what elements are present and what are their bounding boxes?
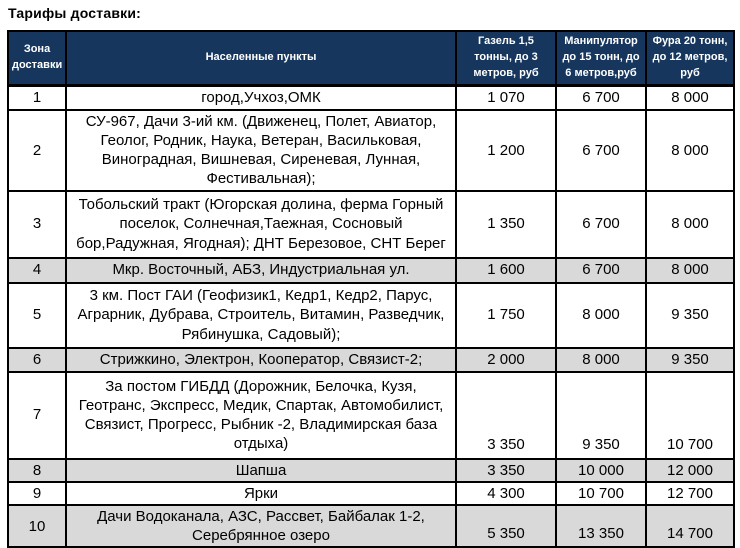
price-cell-gazelle: 3 350: [456, 459, 556, 482]
settlements-cell: Мкр. Восточный, АБЗ, Индустриальная ул.: [66, 258, 456, 283]
tariff-table: [7, 30, 735, 548]
price-cell-gazelle: 1 070: [456, 85, 556, 110]
settlements-cell: Тобольский тракт (Югорская долина, ферма Горный поселок, Солнечная,Таежная, Сосновый бор,Радужная, Ягодная); ДНТ Березовое, СНТ Берег: [66, 191, 456, 258]
zone-cell: 2: [8, 110, 66, 191]
settlements-cell: Дачи Водоканала, АЗС, Рассвет, Байбалак 1-2, Серебрянное озеро: [66, 505, 456, 547]
zone-cell: 3: [8, 191, 66, 258]
table-row-zone-5: [8, 283, 734, 348]
zone-cell: 7: [8, 372, 66, 459]
column-header-truck: Фура 20 тонн, до 12 метров, руб: [646, 31, 734, 85]
zone-cell: 9: [8, 482, 66, 505]
zone-cell: 6: [8, 348, 66, 372]
price-cell-manipulator: 6 700: [556, 110, 646, 191]
price-cell-manipulator: 6 700: [556, 258, 646, 283]
column-header-zone: Зона доставки: [8, 31, 66, 85]
column-header-settlements: Населенные пункты: [66, 31, 456, 85]
page-title: Тарифы доставки:: [8, 5, 142, 21]
price-cell-manipulator: 10 700: [556, 482, 646, 505]
settlements-cell: город,Учхоз,ОМК: [66, 85, 456, 110]
table-row-zone-2: [8, 110, 734, 191]
settlements-cell: Стрижкино, Электрон, Кооператор, Связист-2;: [66, 348, 456, 372]
table-row-zone-3: [8, 191, 734, 258]
price-cell-truck: 9 350: [646, 283, 734, 348]
settlements-cell: Шапша: [66, 459, 456, 482]
zone-cell: 5: [8, 283, 66, 348]
zone-cell: 8: [8, 459, 66, 482]
table-row-zone-1: [8, 85, 734, 110]
table-body: [8, 85, 734, 547]
price-cell-gazelle: 2 000: [456, 348, 556, 372]
price-cell-manipulator: 10 000: [556, 459, 646, 482]
price-cell-truck: 8 000: [646, 258, 734, 283]
table-row-zone-6: [8, 348, 734, 372]
price-cell-truck: 8 000: [646, 85, 734, 110]
table-header-row: [8, 31, 734, 85]
price-cell-truck: 12 700: [646, 482, 734, 505]
price-cell-gazelle: 3 350: [456, 372, 556, 459]
price-cell-manipulator: 8 000: [556, 283, 646, 348]
price-cell-manipulator: 8 000: [556, 348, 646, 372]
price-cell-gazelle: 4 300: [456, 482, 556, 505]
zone-cell: 4: [8, 258, 66, 283]
price-cell-manipulator: 6 700: [556, 85, 646, 110]
settlements-cell: СУ-967, Дачи 3-ий км. (Движенец, Полет, Авиатор, Геолог, Родник, Наука, Ветеран, Васильковая, Виноградная, Вишневая, Сиреневая, Лунная, Фестивальная);: [66, 110, 456, 191]
price-cell-gazelle: 1 750: [456, 283, 556, 348]
price-cell-manipulator: 6 700: [556, 191, 646, 258]
price-cell-truck: 14 700: [646, 505, 734, 547]
settlements-cell: За постом ГИБДД (Дорожник, Белочка, Кузя, Геотранс, Экспресс, Медик, Спартак, Автомобилист, Связист, Прогресс, Рыбник -2, Владимирская база отдыха): [66, 372, 456, 459]
table-header: [8, 31, 734, 85]
settlements-cell: Ярки: [66, 482, 456, 505]
table-row-zone-10: [8, 505, 734, 547]
price-cell-manipulator: 13 350: [556, 505, 646, 547]
price-cell-gazelle: 1 200: [456, 110, 556, 191]
table-row-zone-9: [8, 482, 734, 505]
price-cell-truck: 10 700: [646, 372, 734, 459]
table-row-zone-4: [8, 258, 734, 283]
zone-cell: 1: [8, 85, 66, 110]
price-cell-truck: 12 000: [646, 459, 734, 482]
price-cell-truck: 8 000: [646, 110, 734, 191]
settlements-cell: 3 км. Пост ГАИ (Геофизик1, Кедр1, Кедр2, Парус, Аграрник, Дубрава, Строитель, Витамин, Разведчик, Рябинушка, Садовый);: [66, 283, 456, 348]
table-row-zone-7: [8, 372, 734, 459]
price-cell-manipulator: 9 350: [556, 372, 646, 459]
price-cell-truck: 8 000: [646, 191, 734, 258]
column-header-manipulator: Манипулятор до 15 тонн, до 6 метров,руб: [556, 31, 646, 85]
price-cell-gazelle: 5 350: [456, 505, 556, 547]
price-cell-gazelle: 1 600: [456, 258, 556, 283]
price-cell-truck: 9 350: [646, 348, 734, 372]
zone-cell: 10: [8, 505, 66, 547]
column-header-gazelle: Газель 1,5 тонны, до 3 метров, руб: [456, 31, 556, 85]
table-row-zone-8: [8, 459, 734, 482]
price-cell-gazelle: 1 350: [456, 191, 556, 258]
